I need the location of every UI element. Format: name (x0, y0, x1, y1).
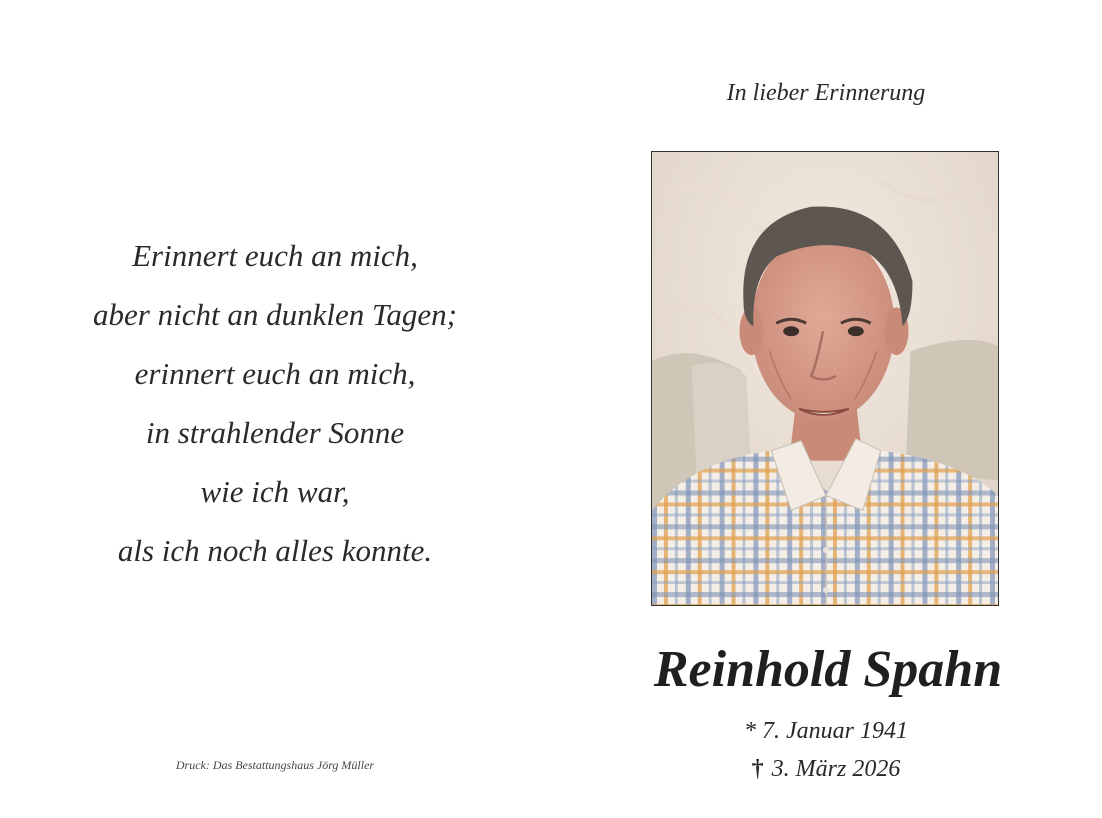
poem-line: erinnert euch an mich, (134, 356, 416, 391)
memorial-heading: In lieber Erinnerung (726, 80, 926, 106)
deceased-name: Reinhold Spahn (653, 641, 1003, 698)
portrait-photo (651, 151, 999, 606)
death-date-line (640, 750, 1012, 788)
poem-line: Erinnert euch an mich, (132, 238, 418, 273)
poem-line: in strahlender Sonne (145, 415, 405, 450)
cross-icon: † (751, 756, 764, 782)
death-date: 3. März 2026 (771, 756, 901, 782)
poem-line: wie ich war, (200, 474, 350, 509)
birth-date: * 7. Januar 1941 (744, 718, 908, 744)
poem-line: aber nicht an dunklen Tagen; (93, 297, 457, 332)
memorial-poem (40, 226, 510, 580)
poem-line: als ich noch alles konnte. (117, 533, 433, 568)
portrait-illustration (652, 152, 998, 605)
printer-credit: Druck: Das Bestattungshaus Jörg Müller (175, 758, 375, 772)
life-dates (640, 712, 1012, 788)
